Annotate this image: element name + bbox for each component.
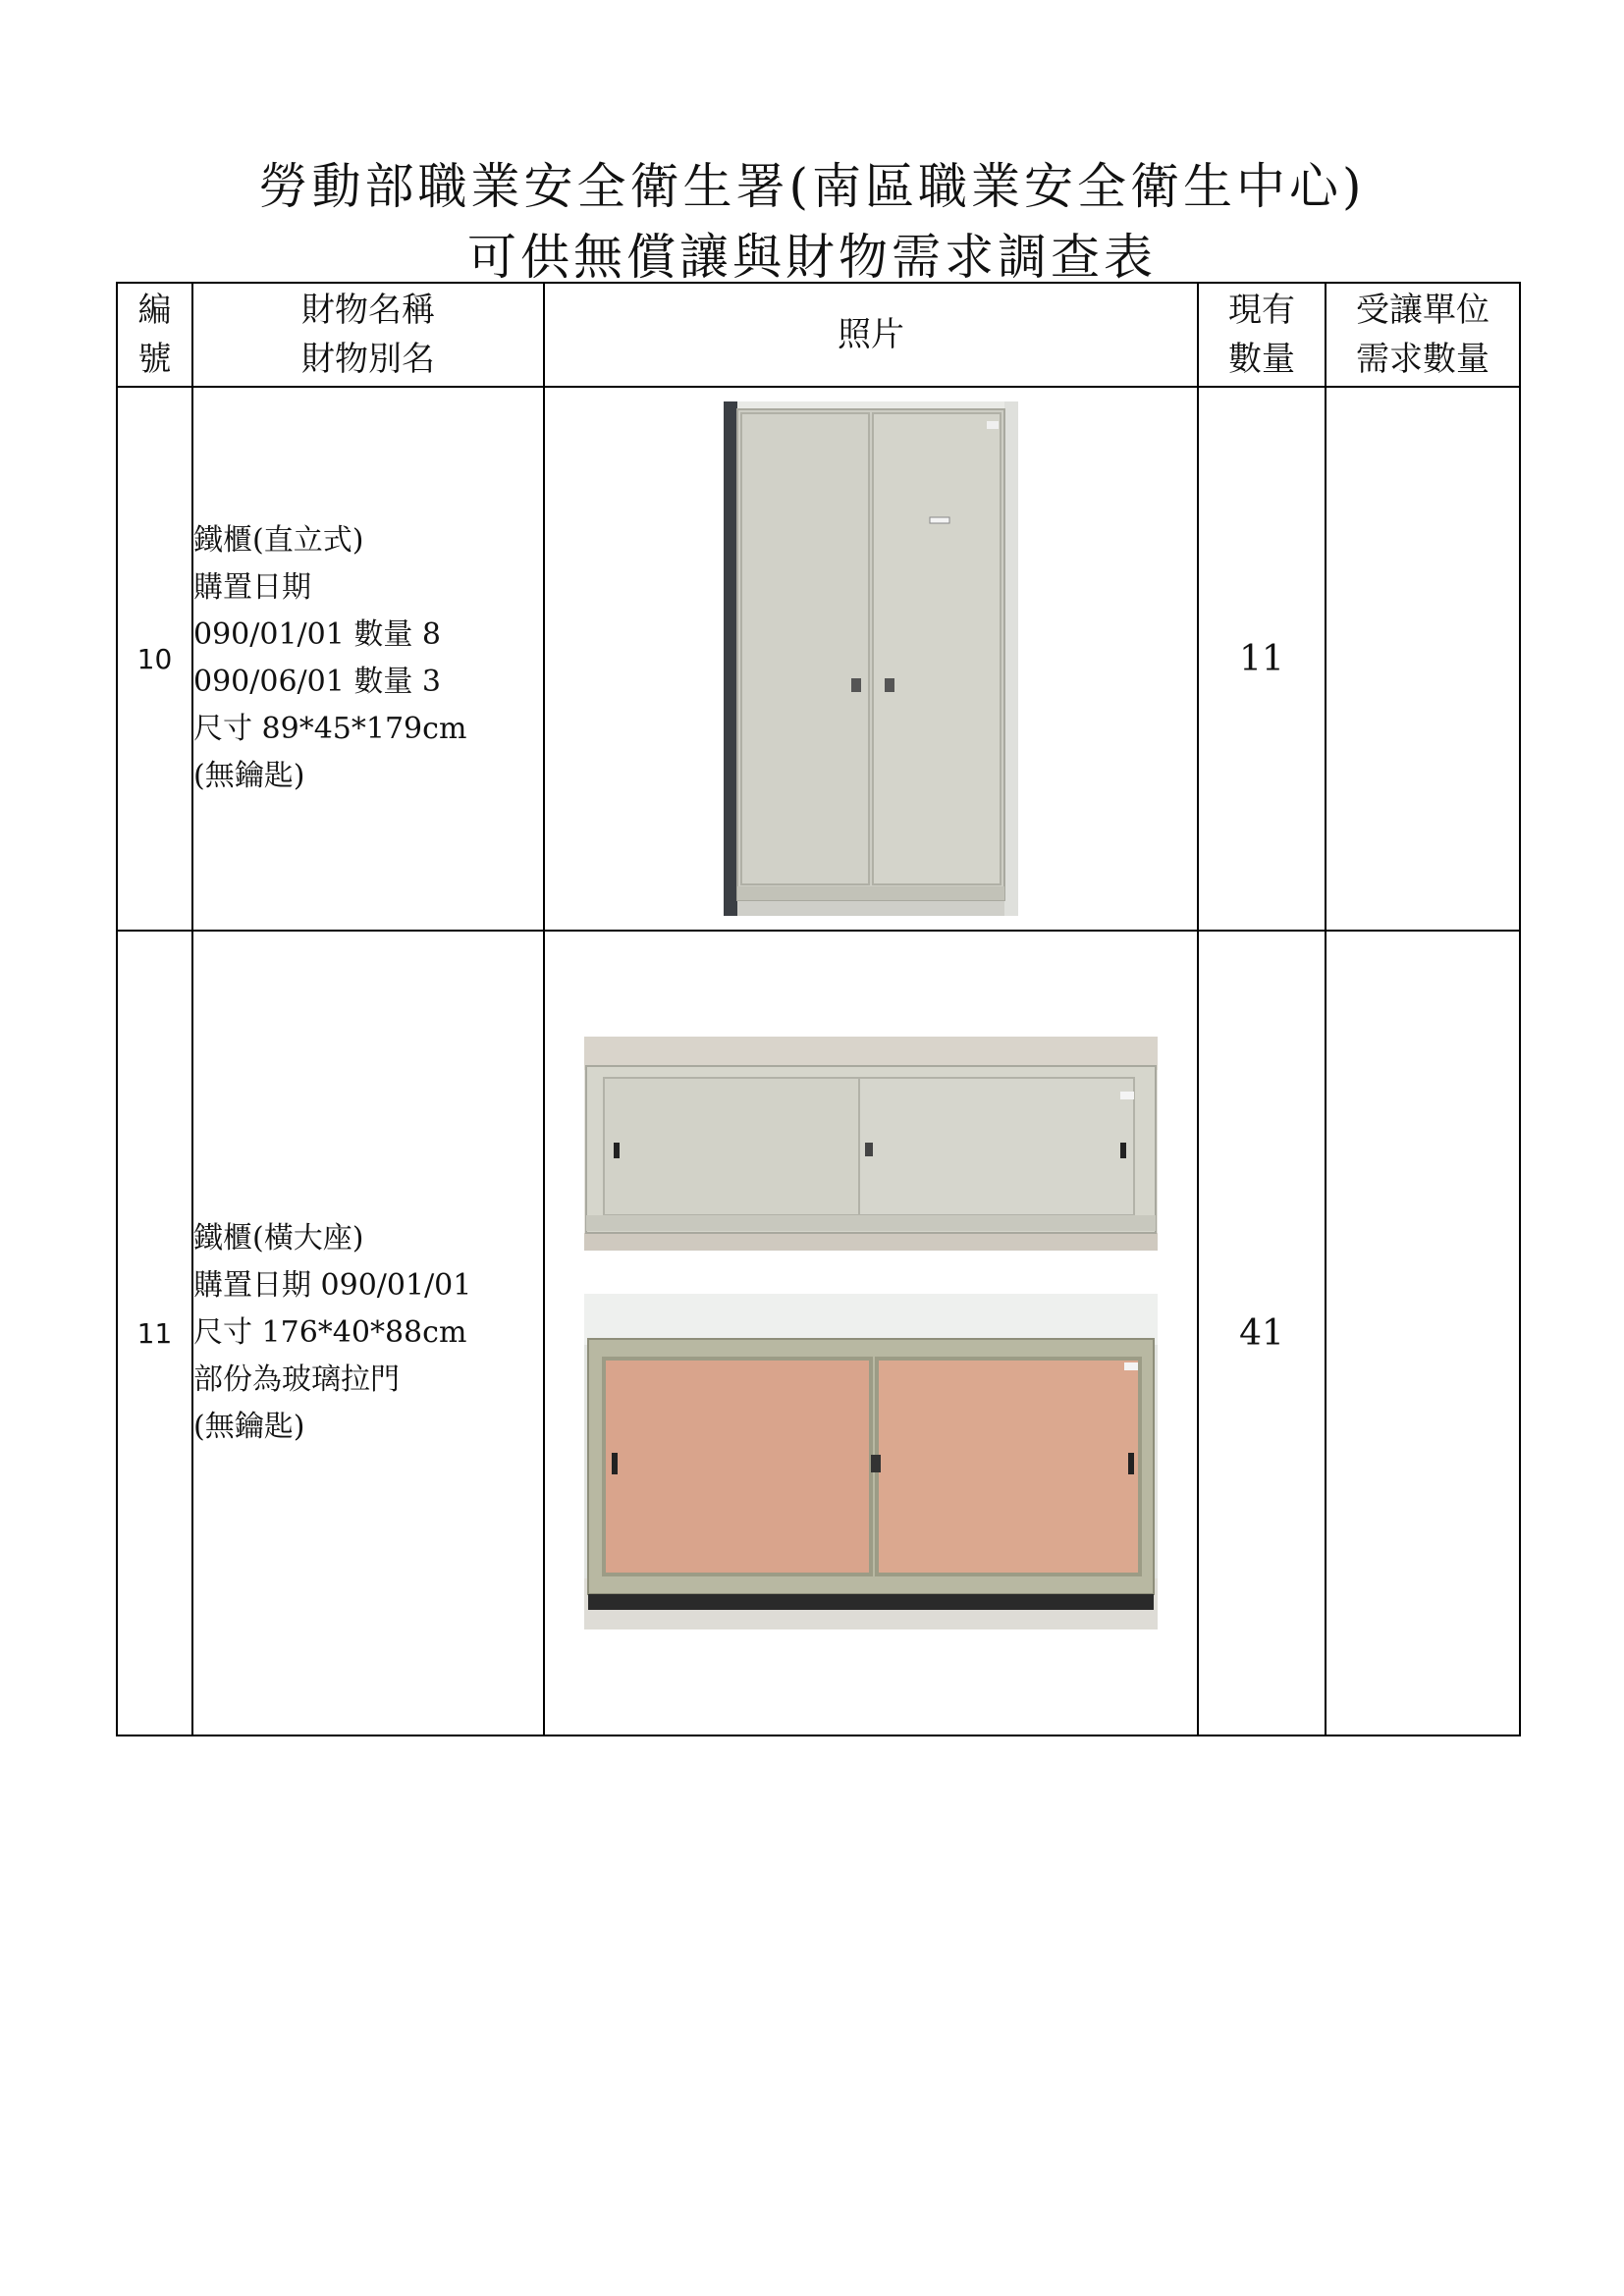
- row-quantity: 11: [1198, 387, 1326, 931]
- row-demand-quantity[interactable]: [1326, 931, 1520, 1735]
- row-photo-cell: [544, 387, 1198, 931]
- sliding-cabinet-photo: [584, 1037, 1158, 1251]
- row-number: 11: [117, 931, 192, 1735]
- header-name: 財物名稱 財物別名: [192, 283, 544, 387]
- row-number: 10: [117, 387, 192, 931]
- header-photo: 照片: [544, 283, 1198, 387]
- header-demand: 受讓單位 需求數量: [1326, 283, 1520, 387]
- document-subtitle: 可供無償讓與財物需求調查表: [467, 229, 1157, 286]
- row-photo-cell: [544, 931, 1198, 1735]
- row-description: 鐵櫃(直立式) 購置日期 090/01/01 數量 8 090/06/01 數量 3 尺寸 89*45*179cm (無鑰匙): [192, 387, 544, 931]
- header-no: 編 號: [117, 283, 192, 387]
- glass-sliding-cabinet-photo: [584, 1294, 1158, 1629]
- upright-cabinet-photo: [724, 401, 1018, 916]
- property-survey-table: [116, 282, 1521, 1736]
- table-header-row: [117, 283, 1520, 387]
- table-row: [117, 931, 1520, 1735]
- document-title: 勞動部職業安全衛生署(南區職業安全衛生中心): [258, 158, 1366, 215]
- row-description: 鐵櫃(橫大座) 購置日期 090/01/01 尺寸 176*40*88cm 部份為玻璃拉門 (無鑰匙): [192, 931, 544, 1735]
- table-row: [117, 387, 1520, 931]
- row-quantity: 41: [1198, 931, 1326, 1735]
- row-demand-quantity[interactable]: [1326, 387, 1520, 931]
- header-qty: 現有 數量: [1198, 283, 1326, 387]
